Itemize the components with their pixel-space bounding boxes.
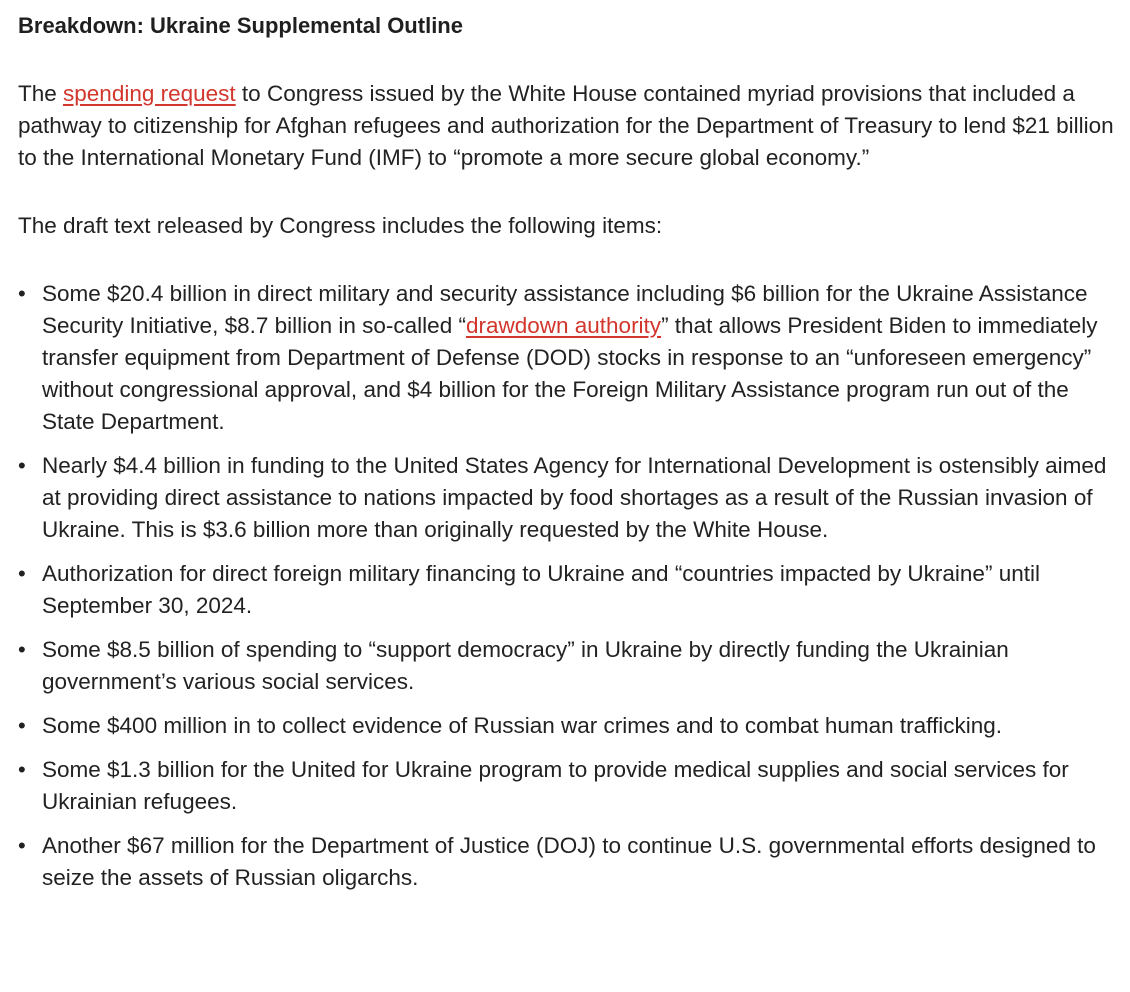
list-item bbox=[18, 710, 1118, 742]
bullet-icon: • bbox=[18, 561, 26, 586]
section-heading: Breakdown: Ukraine Supplemental Outline bbox=[18, 13, 463, 38]
intro-paragraph bbox=[18, 78, 1118, 174]
list-item-text-pre: Some $20.4 billion in direct military and security assistance including $6 billion for the Ukraine Assistance Security Initiative, $8.7 billion in so-called “ bbox=[42, 281, 1088, 338]
list-item-text: Nearly $4.4 billion in funding to the United States Agency for International Development is ostensibly aimed at providing direct assistance to nations impacted by food shortages as a result of the Russian invasion of Ukraine. This is $3.6 billion more than originally requested by the White House. bbox=[42, 453, 1107, 542]
bullet-icon: • bbox=[18, 757, 26, 782]
spending-request-link[interactable]: spending request bbox=[63, 81, 236, 106]
bullet-icon: • bbox=[18, 453, 26, 478]
list-item bbox=[18, 754, 1118, 818]
list-item bbox=[18, 634, 1118, 698]
list-item-text: Some $400 million in to collect evidence of Russian war crimes and to combat human trafficking. bbox=[42, 713, 1003, 738]
intro-text-pre: The bbox=[18, 81, 64, 106]
list-item bbox=[18, 278, 1118, 438]
bullet-icon: • bbox=[18, 713, 26, 738]
drawdown-authority-link[interactable]: drawdown authority bbox=[465, 313, 662, 338]
list-item-text-post: ” that allows President Biden to immediately transfer equipment from Department of Defense (DOD) stocks in response to an “unforeseen emergency” without congressional approval, and $4 billion for the Foreign Military Assistance program run out of the State Department. bbox=[42, 313, 1098, 434]
bullet-icon: • bbox=[18, 281, 26, 306]
list-item-text: Another $67 million for the Department of Justice (DOJ) to continue U.S. governmental efforts designed to seize the assets of Russian oligarchs. bbox=[42, 833, 1096, 890]
bullet-icon: • bbox=[18, 637, 26, 662]
list-item bbox=[18, 558, 1118, 622]
list-item-text: Authorization for direct foreign military financing to Ukraine and “countries impacted by Ukraine” until September 30, 2024. bbox=[42, 561, 1040, 618]
list-item bbox=[18, 450, 1118, 546]
bullet-icon: • bbox=[18, 833, 26, 858]
draft-intro-paragraph: The draft text released by Congress includes the following items: bbox=[18, 213, 663, 238]
list-item-text: Some $8.5 billion of spending to “support democracy” in Ukraine by directly funding the Ukrainian government’s various social services. bbox=[42, 637, 1009, 694]
article-body bbox=[18, 10, 1118, 906]
intro-text-post: to Congress issued by the White House contained myriad provisions that included a pathway to citizenship for Afghan refugees and authorization for the Department of Treasury to lend $21 billion to the International Monetary Fund (IMF) to “promote a more secure global economy.” bbox=[18, 81, 1114, 170]
list-item-text: Some $1.3 billion for the United for Ukraine program to provide medical supplies and social services for Ukrainian refugees. bbox=[42, 757, 1069, 814]
list-item bbox=[18, 830, 1118, 894]
provisions-list bbox=[18, 278, 1118, 894]
